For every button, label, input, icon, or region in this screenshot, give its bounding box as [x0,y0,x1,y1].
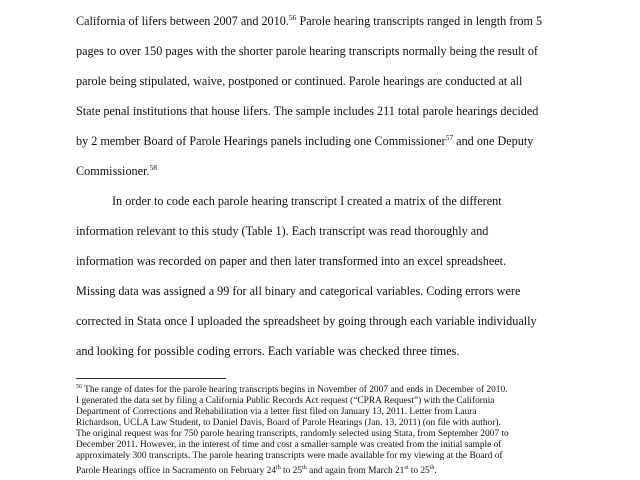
body-line: pages to over 150 pages with the shorter parole hearing transcripts normally being the result of [76,44,538,58]
footnote-ref-56: 56 [288,13,297,22]
body-line: California of lifers between 2007 and 2010.56 Parole hearing transcripts ranged in length from 5 [76,13,543,28]
body-line: Commissioner.$^{58}$ [76,163,157,178]
body-line: Missing data was assigned a 99 for all binary and categorical variables. Coding errors were [76,284,521,298]
footnote-line: approximately 300 transcripts. The parole hearing transcripts were made available for my viewing at the Board of [76,451,503,461]
footnote-line: I generated the data set by filing a California Public Records Act request (“CPRA Request”) with the California [76,396,495,406]
body-line: parole being stipulated, waive, postponed or continued. Parole hearings are conducted at all [76,74,523,88]
body-line: information relevant to this study (Table 1). Each transcript was read thoroughly and [76,224,489,238]
footnote-line: Richardson, UCLA Law Student, to Daniel Davis, Board of Parole Hearings (Jan. 13, 2011) (on file with author). [76,418,501,428]
body-line: by 2 member Board of Parole Hearings panels including one Commissioner$^{57}$ and one Deputy [76,133,534,148]
body-line: State penal institutions that house lifers. The sample includes 211 total parole hearings decided [76,104,539,118]
footnote-line: Department of Corrections and Rehabilitation via a letter first filed on January 13, 2011. Letter from Laura [76,407,477,417]
body-line: and looking for possible coding errors. Each variable was checked three times. [76,344,460,358]
body-line: information was recorded on paper and then later transformed into an excel spreadsheet. [76,254,507,268]
body-line: In order to code each parole hearing transcript I created a matrix of the different [112,194,502,208]
footnote-ref-57: 57 [445,133,454,142]
footnote-line: December 2011. However, in the interest of time and cost a smaller sample was created from the initial sample of [76,440,502,450]
footnote-line: Parole Hearings office in Sacramento on February 24th to 25th and again from March 21st to 25th. [76,465,437,476]
footnote-separator [76,378,226,379]
body-line: corrected in Stata once I uploaded the spreadsheet by going through each variable individually [76,314,537,328]
footnote-line: $^{56}$ The range of dates for the parole hearing transcripts begins in November of 2007 and ends in December of 2010. [76,384,508,395]
footnote-number: 56 [76,384,82,390]
footnote-ref-58: 58 [149,163,157,172]
footnote-line: The original request was for 750 parole hearing transcripts, randomly selected using Stata, from September 2007 to [76,429,509,439]
